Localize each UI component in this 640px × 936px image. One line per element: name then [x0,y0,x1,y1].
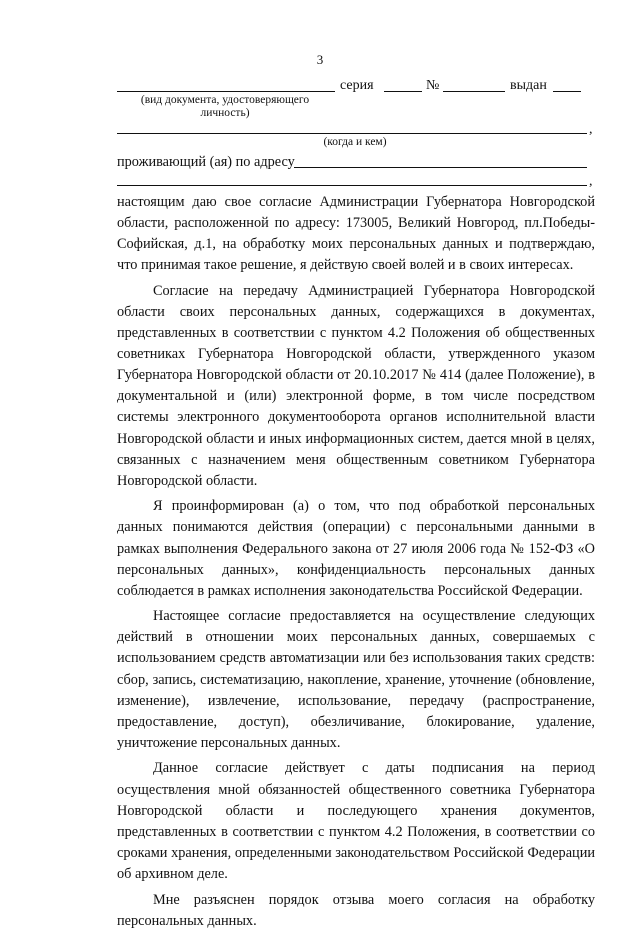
number-field[interactable] [443,91,505,92]
series-label: серия [340,78,374,93]
comma: , [589,122,593,137]
when-by-whom-caption: (когда и кем) [323,136,387,148]
paragraph: Данное согласие действует с даты подписания на период осуществления мной обязанностей общественного советника Губернатора Новгородской области и последующего хранения документов, представленных в соответствии с пунктом 4.2 Положения, в соответствии со сроками хранения, определенными законодательством Российской Федерации об архивном деле. [117,760,595,882]
address-field[interactable] [294,167,587,168]
when-by-whom-field[interactable] [117,133,587,134]
paragraph: Я проинформирован (а) о том, что под обработкой персональных данных понимаются действия (операции) с персональными данными в рамках выполнения Федерального закона от 27 июля 2006 года № 152-ФЗ «О персональных данных», конфиденциальность персональных данных соблюдается в рамках исполнения законодательства Российской Федерации. [117,498,595,599]
paragraph: Настоящее согласие предоставляется на осуществление следующих действий в отношении моих персональных данных, совершаемых с использованием средств автоматизации или без использования таких средств: сбор, запись, систематизацию, накопление, хранение, уточнение (обновление, изменение), извлечение, использование, передачу (распространение, предоставление, доступ), обезличивание, блокирование, удаление, уничтожение персональных данных. [117,608,595,751]
page-number: 3 [316,52,324,67]
issued-label: выдан [510,78,547,93]
paragraph: Согласие на передачу Администрацией Губернатора Новгородской области своих персональных данных, содержащихся в документах, представленных в соответствии с пунктом 4.2 Положения об общественных советниках Губернатора Новгородской области, утвержденного указом Губернатора Новгородской области от 20.10.2017 № 414 (далее Положение), в документальной и (или) электронной форме, в том числе посредством системы электронного документооборота органов исполнительной власти Новгородской области и иных информационных систем, дается мной в целях, связанных с назначением меня общественным советником Губернатора Новгородской области. [117,282,595,489]
consent-text [117,192,595,936]
series-field[interactable] [384,91,422,92]
doc-type-caption: (вид документа, удостоверяющего личность) [140,94,310,119]
address-field-continued[interactable] [117,185,587,186]
paragraph: Мне разъяснен порядок отзыва моего согласия на обработку персональных данных. [117,891,595,929]
comma: , [589,174,593,189]
paragraph: настоящим даю свое согласие Администрации Губернатора Новгородской области, расположенной по адресу: 173005, Великий Новгород, пл.Победы-Софийская, д.1, на обработку моих персональных данных и подтверждаю, что принимая такое решение, я действую своей волей и в своих интересах. [117,194,595,274]
doc-type-field[interactable] [117,91,335,92]
issued-field[interactable] [553,91,581,92]
address-label: проживающий (ая) по адресу [117,154,295,170]
number-label: № [426,78,440,93]
